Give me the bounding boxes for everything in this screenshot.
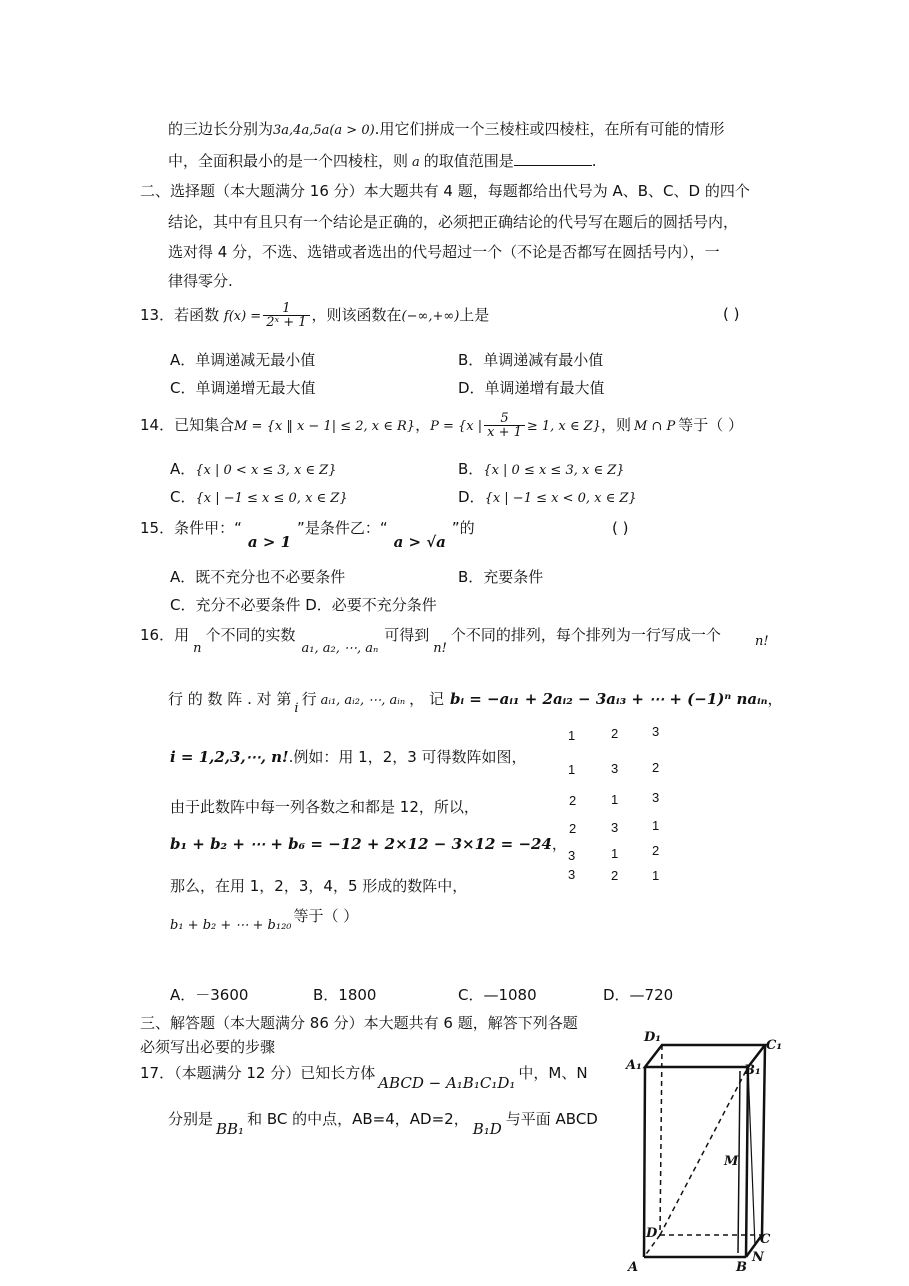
math-formula: b₁ + b₂ + ⋯ + b₆ = −12 + 2×12 − 3×12 = −24 xyxy=(170,835,552,853)
question-16-line-6: 那么，在用 1，2，3，4，5 形成的数阵中， xyxy=(170,877,468,895)
hidden-edge-DD1 xyxy=(660,1045,662,1235)
question-16-line-7 xyxy=(170,905,359,933)
question-text: 行 xyxy=(301,690,317,708)
question-17-line-2 xyxy=(168,1108,598,1138)
question-text: 条件甲：“ xyxy=(174,519,242,537)
question-15 xyxy=(140,517,475,551)
question-14 xyxy=(140,412,743,439)
label-B: B xyxy=(736,1260,747,1275)
option-b xyxy=(458,458,625,479)
math-expression: a₁, a₂, ⋯, aₙ xyxy=(301,641,379,656)
math-expression: {x | 0 ≤ x ≤ 3, x ∈ Z} xyxy=(483,463,625,478)
question-text: 行 的 数 阵 . 对 第 xyxy=(168,690,292,708)
question-16-line-4: 由于此数阵中每一列各数之和都是 12，所以， xyxy=(170,798,479,816)
math-expression: M ∩ P xyxy=(633,419,676,434)
question-17-line-1 xyxy=(140,1062,588,1092)
question-text: 可得到 xyxy=(384,626,430,644)
question-16-line-5 xyxy=(170,833,567,854)
intro-text: 中，全面积最小的是一个四棱柱，则 xyxy=(168,152,409,170)
section2-line-4: 律得零分. xyxy=(168,272,233,290)
section2-line-3: 选对得 4 分，不选、选错或者选出的代号超过一个（不论是否都写在圆括号内），一 xyxy=(168,243,720,261)
question-text: 已知集合 xyxy=(174,416,235,434)
question-text: 和 BC 的中点，AB=4，AD=2， xyxy=(247,1110,469,1128)
array-cell: 3 xyxy=(652,790,660,805)
math-expression: 3a,4a,5a(a > 0) xyxy=(273,123,375,138)
question-text: 若函数 xyxy=(174,306,220,324)
array-cell: 3 xyxy=(568,848,576,863)
section2-line-2: 结论，其中有且只有一个结论是正确的，必须把正确结论的代号写在题后的圆括号内， xyxy=(168,213,739,231)
option-c: C．—1080 xyxy=(458,986,537,1004)
line-MN xyxy=(748,1067,755,1246)
array-cell: 2 xyxy=(569,793,577,808)
math-expression: aᵢ₁, aᵢ₂, ⋯, aᵢₙ xyxy=(320,693,406,708)
question-text: 与平面 ABCD xyxy=(505,1110,598,1128)
question-text: 等于（ ） xyxy=(293,907,359,925)
edge-AA1 xyxy=(644,1067,645,1257)
question-text: ”是条件乙：“ xyxy=(297,519,388,537)
option-b: B．单调递减有最小值 xyxy=(458,351,604,369)
punctuation: ， xyxy=(551,835,567,853)
answer-paren: ( ) xyxy=(723,305,740,323)
math-variable: i xyxy=(294,701,299,716)
question-text: ，则该函数在 xyxy=(311,306,402,324)
question-text: 个不同的实数 xyxy=(205,626,296,644)
label-N: N xyxy=(752,1250,764,1265)
math-expression: a > 1 xyxy=(247,533,292,551)
array-cell: 2 xyxy=(611,868,619,883)
math-expression: a > √a xyxy=(393,533,446,551)
array-cell: 1 xyxy=(652,818,660,833)
option-a: A．－3600 xyxy=(170,986,249,1004)
question-number: 17． xyxy=(140,1064,175,1082)
question-number: 13． xyxy=(140,306,175,324)
math-expression: P = {x | xyxy=(430,419,483,434)
question-text: 上是 xyxy=(459,306,490,324)
label-B1: B₁ xyxy=(744,1063,761,1078)
intro-text: 的取值范围是 xyxy=(423,152,514,170)
math-expression: {x | 0 < x ≤ 3, x ∈ Z} xyxy=(195,463,337,478)
answer-blank xyxy=(514,151,592,166)
question-16-line-3 xyxy=(170,746,527,767)
option-label: D． xyxy=(458,488,485,506)
diagonal-B1D xyxy=(660,1067,748,1235)
math-expression: {x | −1 ≤ x < 0, x ∈ Z} xyxy=(484,491,637,506)
option-a: A．单调递减无最小值 xyxy=(170,351,316,369)
fraction xyxy=(484,412,525,439)
answer-paren: ( ) xyxy=(612,519,629,537)
question-text: 中，M、N xyxy=(518,1064,588,1082)
section3-line-1: 三、解答题（本大题满分 86 分）本大题共有 6 题，解答下列各题 xyxy=(140,1014,578,1032)
array-cell: 1 xyxy=(568,762,576,777)
option-d: D．单调递增有最大值 xyxy=(458,379,605,397)
question-16-line-2 xyxy=(168,688,783,716)
label-A1: A₁ xyxy=(626,1058,642,1073)
option-label: B． xyxy=(458,460,484,478)
array-cell: 3 xyxy=(652,724,660,739)
fraction-denominator: 2ˣ + 1 xyxy=(266,315,307,330)
math-expression: B₁D xyxy=(472,1120,502,1138)
label-D1: D₁ xyxy=(644,1030,661,1045)
option-c: C．单调递增无最大值 xyxy=(170,379,316,397)
intro-line-1 xyxy=(168,118,724,139)
label-A: A xyxy=(628,1260,639,1275)
question-text: （本题满分 12 分）已知长方体 xyxy=(174,1064,376,1082)
cuboid-figure xyxy=(620,1025,790,1275)
label-D: D xyxy=(646,1226,658,1241)
array-cell: 1 xyxy=(652,868,660,883)
array-cell: 2 xyxy=(652,843,660,858)
punctuation: ， xyxy=(415,416,431,434)
array-cell: 1 xyxy=(611,846,619,861)
punctuation: ， xyxy=(767,690,783,708)
math-expression: f(x) = xyxy=(223,309,262,324)
label-C: C xyxy=(760,1232,771,1247)
intro-text: .用它们拼成一个三棱柱或四棱柱，在所有可能的情形 xyxy=(374,120,725,138)
option-cd: C．充分不必要条件 D．必要不充分条件 xyxy=(170,596,437,614)
option-label: A． xyxy=(170,460,196,478)
option-b: B．1800 xyxy=(313,986,377,1004)
edge-BB1 xyxy=(746,1067,748,1257)
math-expression: n! xyxy=(433,641,447,656)
math-variable: a xyxy=(412,155,420,170)
section3-line-2: 必须写出必要的步骤 xyxy=(140,1038,276,1056)
math-expression: {x | −1 ≤ x ≤ 0, x ∈ Z} xyxy=(195,491,348,506)
period: . xyxy=(591,152,597,170)
fraction xyxy=(263,302,309,329)
fraction-numerator: 1 xyxy=(263,302,309,316)
intro-text: 的三边长分别为 xyxy=(168,120,274,138)
math-formula: bᵢ = −aᵢ₁ + 2aᵢ₂ − 3aᵢ₃ + ⋯ + (−1)ⁿ naᵢₙ xyxy=(449,690,768,708)
question-text: 用 xyxy=(174,626,190,644)
math-variable: n xyxy=(193,641,202,656)
question-number: 16． xyxy=(140,626,175,644)
question-text: 个不同的排列，每个排列为一行写成一个 xyxy=(450,626,721,644)
option-a xyxy=(170,458,337,479)
option-d xyxy=(458,486,637,507)
edge-CC1 xyxy=(762,1045,765,1235)
math-expression: BB₁ xyxy=(216,1120,245,1138)
option-d: D．—720 xyxy=(603,986,674,1004)
option-label: C． xyxy=(170,488,196,506)
array-cell: 3 xyxy=(611,820,619,835)
math-expression: ≥ 1, x ∈ Z} xyxy=(526,419,601,434)
question-text: ， 记 xyxy=(409,690,444,708)
question-number: 15． xyxy=(140,519,175,537)
math-expression: M = {x ‖ x − 1| ≤ 2, x ∈ R} xyxy=(234,419,416,434)
math-formula: b₁ + b₂ + ⋯ + b₁₂₀ xyxy=(170,918,292,933)
question-text: .例如：用 1，2，3 可得数阵如图， xyxy=(288,748,527,766)
array-cell: 3 xyxy=(568,867,576,882)
question-13 xyxy=(140,302,489,329)
math-formula: i = 1,2,3,⋯, n! xyxy=(170,748,289,766)
array-cell: 3 xyxy=(611,761,619,776)
label-M: M xyxy=(724,1154,739,1169)
math-expression: (−∞,+∞) xyxy=(401,309,460,324)
option-c xyxy=(170,486,348,507)
question-text: ，则 xyxy=(600,416,631,434)
label-C1: C₁ xyxy=(766,1038,783,1053)
fraction-numerator: 5 xyxy=(484,412,525,426)
array-cell: 2 xyxy=(652,760,660,775)
fraction-denominator: x + 1 xyxy=(487,425,522,440)
question-16-line-1 xyxy=(140,624,721,656)
question-text: ”的 xyxy=(451,519,475,537)
intro-line-2 xyxy=(168,150,597,171)
math-expression: ABCD − A₁B₁C₁D₁ xyxy=(378,1074,516,1092)
section2-line-1: 二、选择题（本大题满分 16 分）本大题共有 4 题，每题都给出代号为 A、B、C、D 的四个 xyxy=(140,182,750,200)
array-cell: 1 xyxy=(568,728,576,743)
question-text: 分别是 xyxy=(168,1110,214,1128)
question-number: 14． xyxy=(140,416,175,434)
array-cell: 2 xyxy=(611,726,619,741)
array-cell: 1 xyxy=(611,792,619,807)
option-b: B．充要条件 xyxy=(458,568,544,586)
option-a: A．既不充分也不必要条件 xyxy=(170,568,346,586)
question-text: 等于（ ） xyxy=(678,416,743,434)
math-expression: n! xyxy=(755,634,769,649)
array-cell: 2 xyxy=(569,821,577,836)
